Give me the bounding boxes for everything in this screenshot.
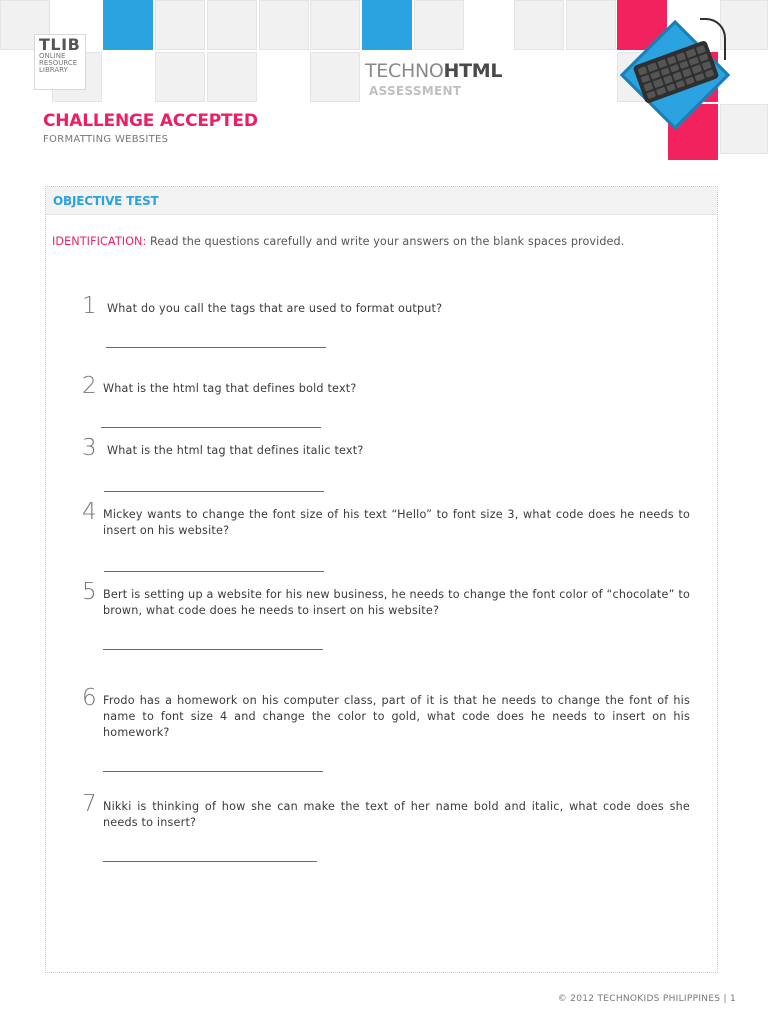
header-tile: [720, 104, 768, 154]
instruction: [52, 235, 711, 248]
question-4: [82, 499, 690, 539]
page-title: CHALLENGE ACCEPTED: [43, 111, 258, 131]
answer-line[interactable]: [103, 771, 323, 772]
answer-line[interactable]: [106, 347, 326, 348]
question-number: 5: [82, 579, 97, 605]
question-5: [82, 579, 690, 619]
header-tile: [310, 52, 360, 102]
answer-line[interactable]: [103, 649, 323, 650]
instruction-text: Read the questions carefully and write your answers on the blank spaces provided.: [146, 235, 625, 248]
question-text: Bert is setting up a website for his new business, he needs to change the font color of “chocolate” to brown, what code does he needs to insert on his website?: [103, 588, 690, 617]
brand-light: TECHNO: [365, 60, 444, 82]
question-number: 2: [82, 373, 97, 399]
question-text: What do you call the tags that are used to format output?: [107, 302, 443, 315]
question-number: 3: [82, 435, 97, 461]
footer: © 2012 TECHNOKIDS PHILIPPINES | 1: [557, 994, 736, 1004]
header-tile: [155, 0, 205, 50]
header-tile: [207, 52, 257, 102]
answer-line[interactable]: [104, 571, 324, 572]
brand-title: [365, 61, 502, 81]
header-tile: [259, 0, 309, 50]
answer-line[interactable]: [101, 427, 321, 428]
question-1: [82, 293, 690, 319]
brand-bold: HTML: [443, 60, 503, 82]
question-7: [82, 791, 690, 831]
header-tile: [514, 0, 564, 50]
question-text: Frodo has a homework on his computer class, part of it is that he needs to change the font of his name to font size 4 and change the color to gold, what code does he needs to insert on his homework?: [103, 694, 690, 739]
question-3: [82, 435, 690, 461]
question-6: [82, 685, 690, 741]
question-text: Nikki is thinking of how she can make the text of her name bold and italic, what code does she needs to insert?: [103, 800, 690, 829]
logo-title: TLIB: [39, 35, 81, 54]
header-tile: [720, 0, 768, 50]
header-tile: [103, 0, 153, 50]
header-tile: [414, 0, 464, 50]
page-subtitle: FORMATTING WEBSITES: [43, 134, 169, 145]
question-2: [82, 373, 690, 399]
logo-line: LIBRARY: [39, 66, 68, 74]
header-tile: [362, 0, 412, 50]
brand-subtitle: ASSESSMENT: [369, 84, 462, 98]
tlib-logo: [34, 34, 86, 90]
logo-line: ONLINE: [39, 52, 66, 60]
question-text: Mickey wants to change the font size of his text “Hello” to font size 3, what code does he needs to insert on his website?: [103, 508, 690, 537]
objective-test-panel: [45, 186, 718, 973]
instruction-label: IDENTIFICATION:: [52, 235, 147, 248]
question-number: 7: [82, 791, 97, 817]
section-heading: OBJECTIVE TEST: [46, 187, 717, 215]
header-tile: [155, 52, 205, 102]
question-number: 4: [82, 499, 97, 525]
answer-line[interactable]: [104, 491, 324, 492]
question-text: What is the html tag that defines italic text?: [107, 444, 364, 457]
question-number: 1: [82, 293, 97, 319]
logo-line: RESOURCE: [39, 59, 78, 67]
header-tile: [310, 0, 360, 50]
header-tile: [207, 0, 257, 50]
question-text: What is the html tag that defines bold text?: [103, 382, 357, 395]
header-tile: [566, 0, 616, 50]
answer-line[interactable]: [103, 861, 317, 862]
question-number: 6: [82, 685, 97, 711]
